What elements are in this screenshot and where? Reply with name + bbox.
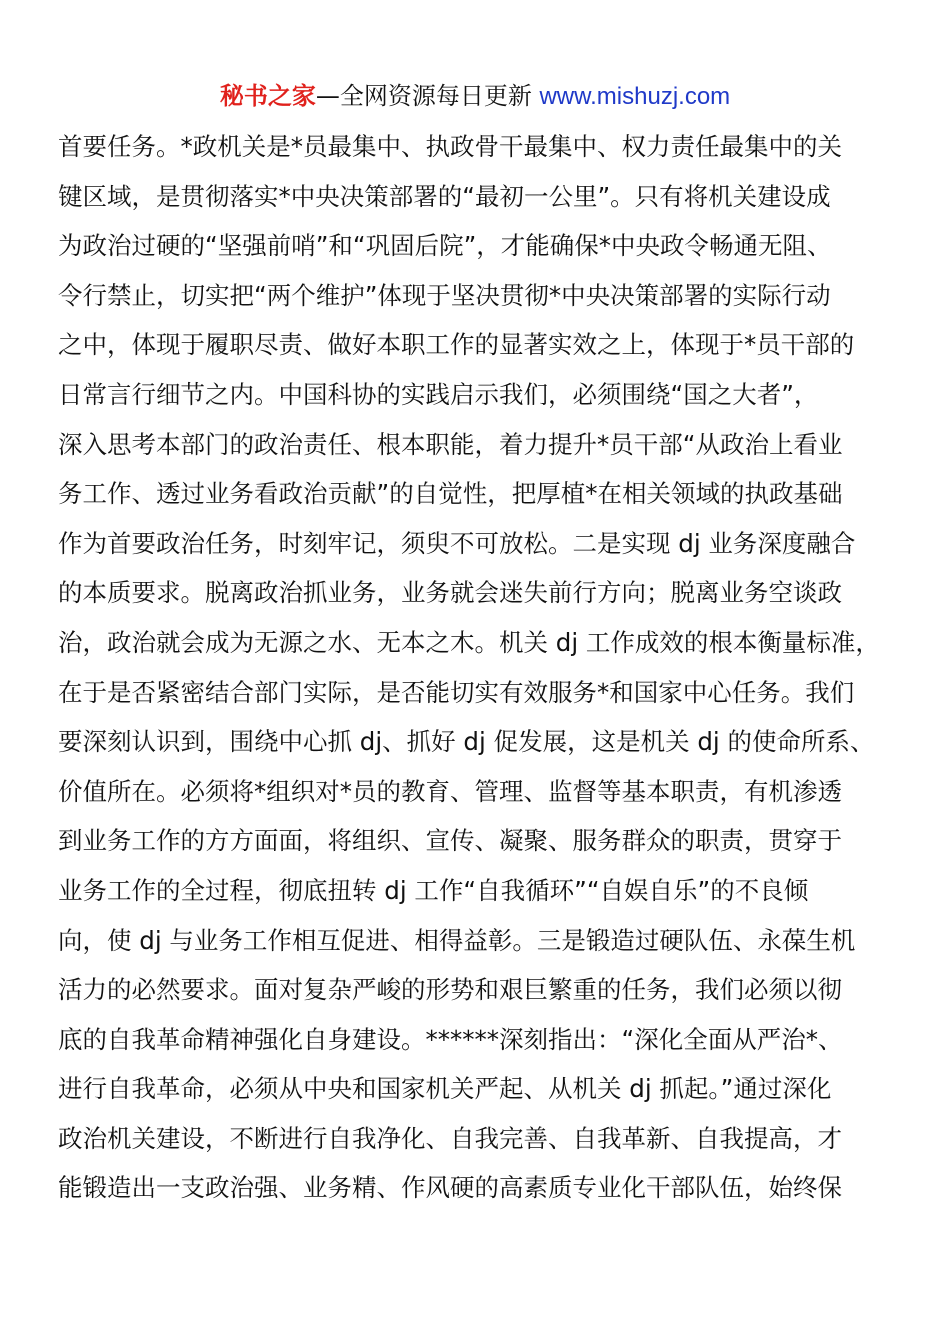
text-line: 治，政治就会成为无源之水、无本之木。机关 dj 工作成效的根本衡量标准， [58,627,880,657]
text-line: 能锻造出一支政治强、业务精、作风硬的高素质专业化干部队伍，始终保 [58,1173,842,1203]
text-line: 价值所在。必须将*组织对*员的教育、管理、监督等基本职责，有机渗透 [58,776,842,806]
page-header [0,80,950,113]
text-line: 务工作、透过业务看政治贡献”的自觉性，把厚植*在相关领域的执政基础 [58,479,843,509]
document-body [58,122,908,1213]
text-line: 向，使 dj 与业务工作相互促进、相得益彰。三是锻造过硬队伍、永葆生机 [58,925,856,955]
text-line: 的本质要求。脱离政治抓业务，业务就会迷失前行方向；脱离业务空谈政 [58,578,842,608]
text-line: 业务工作的全过程，彻底扭转 dj 工作“自我循环”“自娱自乐”的不良倾 [58,875,809,905]
text-line: 在于是否紧密结合部门实际，是否能切实有效服务*和国家中心任务。我们 [58,677,855,707]
text-line: 键区域，是贯彻落实*中央决策部署的“最初一公里”。只有将机关建设成 [58,181,831,211]
text-line: 日常言行细节之内。中国科协的实践启示我们，必须围绕“国之大者”， [58,379,819,409]
text-line: 作为首要政治任务，时刻牢记，须臾不可放松。二是实现 dj 业务深度融合 [58,528,856,558]
text-line: 政治机关建设，不断进行自我净化、自我完善、自我革新、自我提高，才 [58,1123,842,1153]
text-line: 首要任务。*政机关是*员最集中、执政骨干最集中、权力责任最集中的关 [58,132,842,161]
text-line: 深入思考本部门的政治责任、根本职能，着力提升*员干部“从政治上看业 [58,429,843,459]
text-line: 之中，体现于履职尽责、做好本职工作的显著实效之上，体现于*员干部的 [58,330,855,360]
text-line: 底的自我革命精神强化自身建设。******深刻指出：“深化全面从严治*、 [58,1024,843,1054]
text-line: 活力的必然要求。面对复杂严峻的形势和艰巨繁重的任务，我们必须以彻 [58,975,842,1005]
text-line: 要深刻认识到，围绕中心抓 dj、抓好 dj 促发展，这是机关 dj 的使命所系、 [58,727,875,757]
text-line: 为政治过硬的“坚强前哨”和“巩固后院”，才能确保*中央政令畅通无阻、 [58,231,832,261]
text-line: 令行禁止，切实把“两个维护”体现于坚决贯彻*中央决策部署的实际行动 [58,280,831,310]
brand-name: 秘书之家 [219,82,316,110]
text-line: 进行自我革命，必须从中央和国家机关严起、从机关 dj 抓起。”通过深化 [58,1074,832,1104]
header-tagline: —全网资源每日更新 [315,82,540,110]
text-line: 到业务工作的方方面面，将组织、宣传、凝聚、服务群众的职责，贯穿于 [58,826,842,856]
website-link[interactable]: www.mishuzj.com [539,83,731,110]
